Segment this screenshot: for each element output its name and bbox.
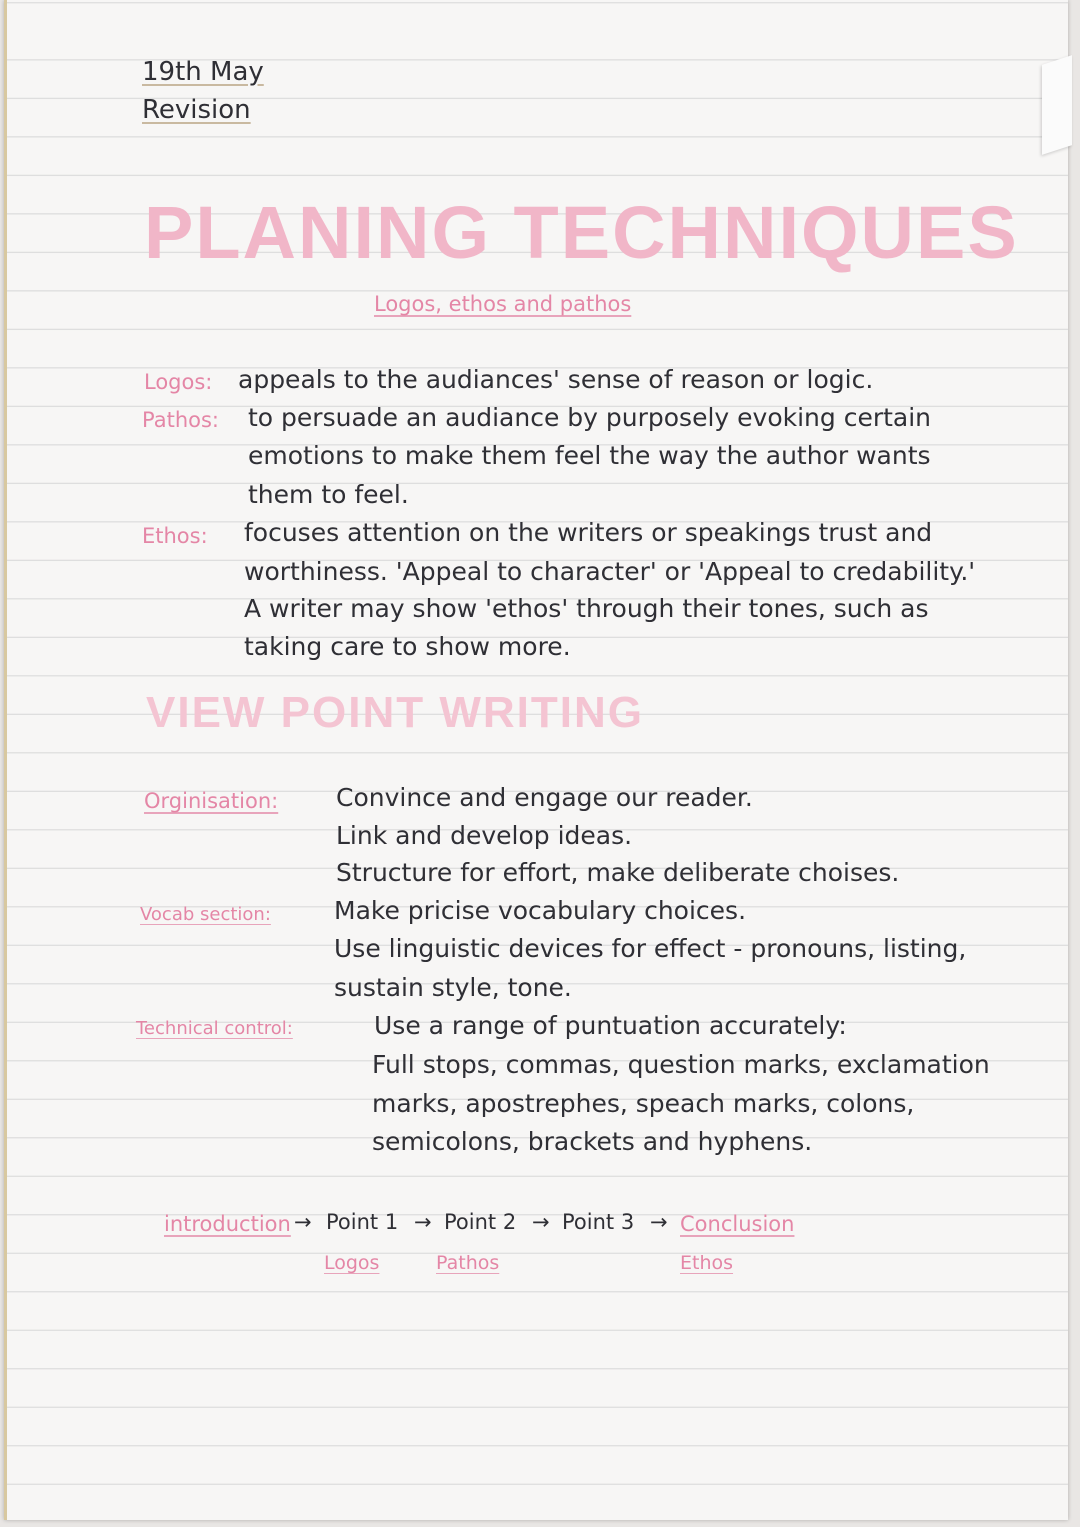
flow-arrow-icon: →: [414, 1210, 432, 1234]
date-label: 19th May: [142, 57, 264, 87]
flow-point-1: Point 1: [326, 1210, 399, 1234]
definition-line: taking care to show more.: [244, 632, 571, 661]
definition-line: appeals to the audiances' sense of reason or logic.: [238, 365, 874, 394]
term-ethos: Ethos:: [142, 524, 208, 548]
definition-line: sustain style, tone.: [334, 973, 572, 1002]
definition-line: them to feel.: [248, 480, 409, 509]
term-technical-control: Technical control:: [136, 1018, 293, 1039]
definition-line: A writer may show 'ethos' through their tones, such as: [244, 594, 929, 623]
definition-line: to persuade an audiance by purposely evoking certain: [248, 403, 932, 432]
term-pathos: Pathos:: [142, 408, 219, 432]
definition-line: Convince and engage our reader.: [336, 783, 753, 812]
definition-line: worthiness. 'Appeal to character' or 'Appeal to credability.': [244, 557, 976, 586]
page-corner-tab: [1042, 55, 1072, 155]
flow-arrow-icon: →: [294, 1210, 312, 1234]
definition-line: Full stops, commas, question marks, exclamation: [372, 1050, 990, 1079]
definition-line: Make pricise vocabulary choices.: [334, 896, 747, 925]
term-organisation: Orginisation:: [144, 789, 279, 813]
flow-arrow-icon: →: [650, 1210, 668, 1234]
section-subtitle: Logos, ethos and pathos: [374, 292, 632, 316]
definition-line: Link and develop ideas.: [336, 821, 633, 850]
flow-point-3: Point 3: [562, 1210, 635, 1234]
section-title-viewpoint: VIEW POINT WRITING: [146, 688, 644, 737]
flow-label-ethos: Ethos: [680, 1252, 734, 1274]
flow-introduction: introduction: [164, 1212, 291, 1236]
term-logos: Logos:: [144, 370, 213, 394]
definition-line: Use linguistic devices for effect - pronouns, listing,: [334, 934, 967, 963]
section-title-planning: PLANING TECHNIQUES: [144, 191, 1019, 274]
flow-conclusion: Conclusion: [680, 1212, 795, 1236]
flow-arrow-icon: →: [532, 1210, 550, 1234]
definition-line: focuses attention on the writers or speakings trust and: [244, 518, 933, 547]
definition-line: Structure for effort, make deliberate choises.: [336, 858, 900, 887]
flow-label-logos: Logos: [324, 1252, 380, 1274]
notebook-page: [4, 0, 1068, 1520]
definition-line: marks, apostrephes, speach marks, colons,: [372, 1089, 915, 1118]
revision-label: Revision: [142, 95, 251, 125]
term-vocab: Vocab section:: [140, 904, 271, 925]
flow-point-2: Point 2: [444, 1210, 517, 1234]
definition-line: emotions to make them feel the way the author wants: [248, 441, 931, 470]
definition-line: Use a range of puntuation accurately:: [374, 1011, 847, 1040]
definition-line: semicolons, brackets and hyphens.: [372, 1127, 813, 1156]
flow-label-pathos: Pathos: [436, 1252, 500, 1274]
